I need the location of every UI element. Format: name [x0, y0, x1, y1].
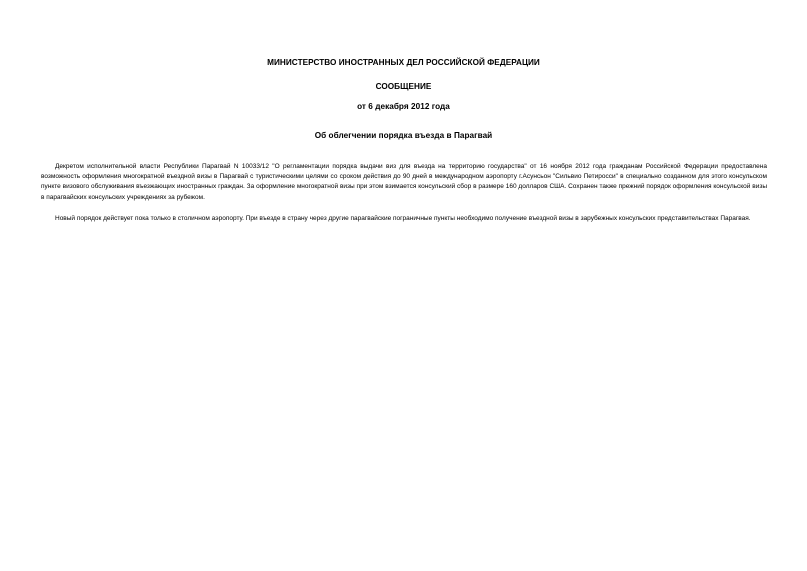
body-paragraph-2: Новый порядок действует пока только в столичном аэропорту. При въезде в страну через другие парагвайские пограничные пункты необходимо получение въездной визы в зарубежных консульских представительствах Парагвая.	[55, 215, 751, 222]
document-type-heading: СООБЩЕНИЕ	[375, 82, 432, 91]
document-subject: Об облегчении порядка въезда в Парагвай	[314, 131, 493, 140]
document-date: от 6 декабря 2012 года	[357, 102, 450, 111]
body-paragraph-1: Декретом исполнительной власти Республики Парагвай N 10033/12 "О регламентации порядка выдачи виз для въезда на территорию государства" от 16 ноября 2012 года гражданам Российской Федерации предоставлена возможность оформления многократной въездной визы в Парагвай с туристическими целями со сроком действия до 90 дней в международном аэропорту г.Асунсьон "Сильвио Петиросси" в специально созданном для этого консульском пункте визового обслуживания въезжающих иностранных граждан. За оформление многократной визы при этом взимается консульский сбор в размере 160 долларов США. Сохранен также прежний порядок оформления консульской визы в парагвайских консульских учреждениях за рубежом.	[41, 163, 767, 201]
ministry-heading: МИНИСТЕРСТВО ИНОСТРАННЫХ ДЕЛ РОССИЙСКОЙ ФЕДЕРАЦИИ	[267, 58, 540, 67]
